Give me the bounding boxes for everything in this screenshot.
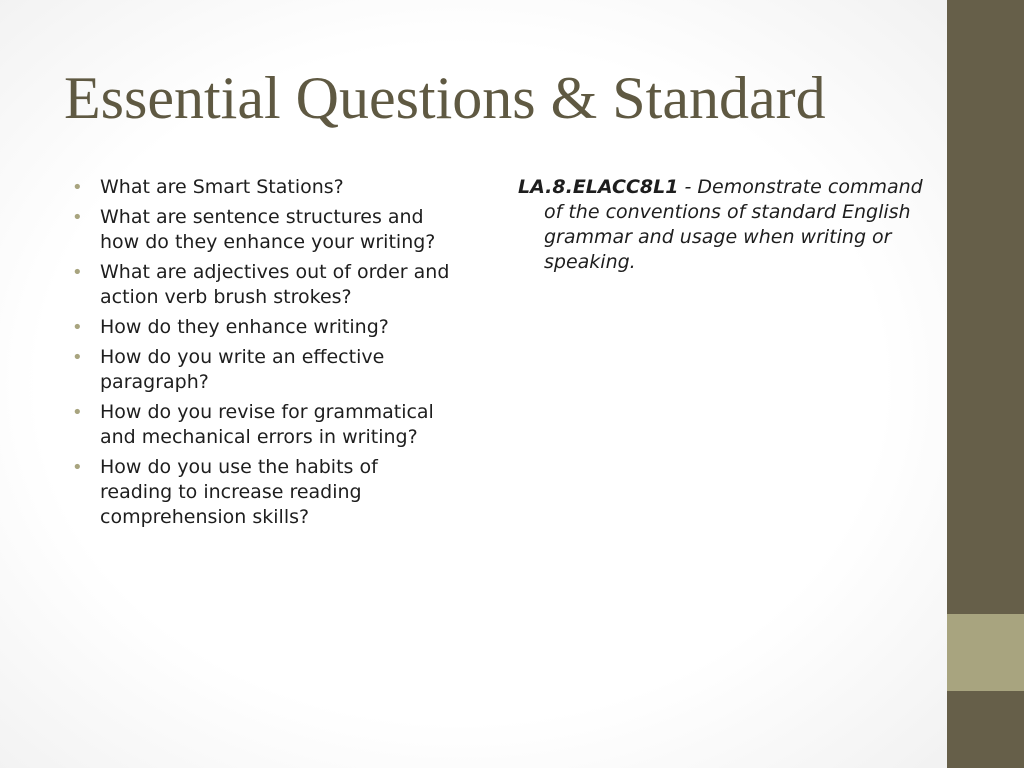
side-accent-block: [947, 614, 1024, 691]
list-item: [72, 260, 452, 310]
bullet-icon: •: [72, 207, 83, 228]
essential-questions-list: [72, 175, 452, 535]
question-text: What are sentence structures and how do they enhance your writing?: [100, 206, 436, 253]
list-item: [72, 400, 452, 450]
bullet-icon: •: [72, 402, 83, 423]
side-decoration-bar: [947, 0, 1024, 768]
bullet-icon: •: [72, 317, 83, 338]
question-text: How do they enhance writing?: [100, 316, 389, 338]
standard-code: LA.8.ELACC8L1: [518, 176, 679, 198]
standard-text: Demonstrate command of the conventions of standard English grammar and usage when writing or speaking.: [544, 176, 923, 273]
bullet-icon: •: [72, 457, 83, 478]
standard-block: [518, 175, 944, 275]
bullet-icon: •: [72, 347, 83, 368]
standard-separator: -: [678, 176, 698, 198]
question-text: What are Smart Stations?: [100, 176, 344, 198]
question-text: How do you write an effective paragraph?: [100, 346, 385, 393]
list-item: [72, 345, 452, 395]
bullet-icon: •: [72, 262, 83, 283]
list-item: [72, 315, 452, 340]
list-item: [72, 205, 452, 255]
bullet-icon: •: [72, 177, 83, 198]
question-text: How do you revise for grammatical and mechanical errors in writing?: [100, 401, 434, 448]
list-item: [72, 175, 452, 200]
question-text: How do you use the habits of reading to increase reading comprehension skills?: [100, 456, 378, 528]
question-text: What are adjectives out of order and action verb brush strokes?: [100, 261, 450, 308]
list-item: [72, 455, 452, 530]
slide-title: Essential Questions & Standard: [64, 65, 826, 131]
